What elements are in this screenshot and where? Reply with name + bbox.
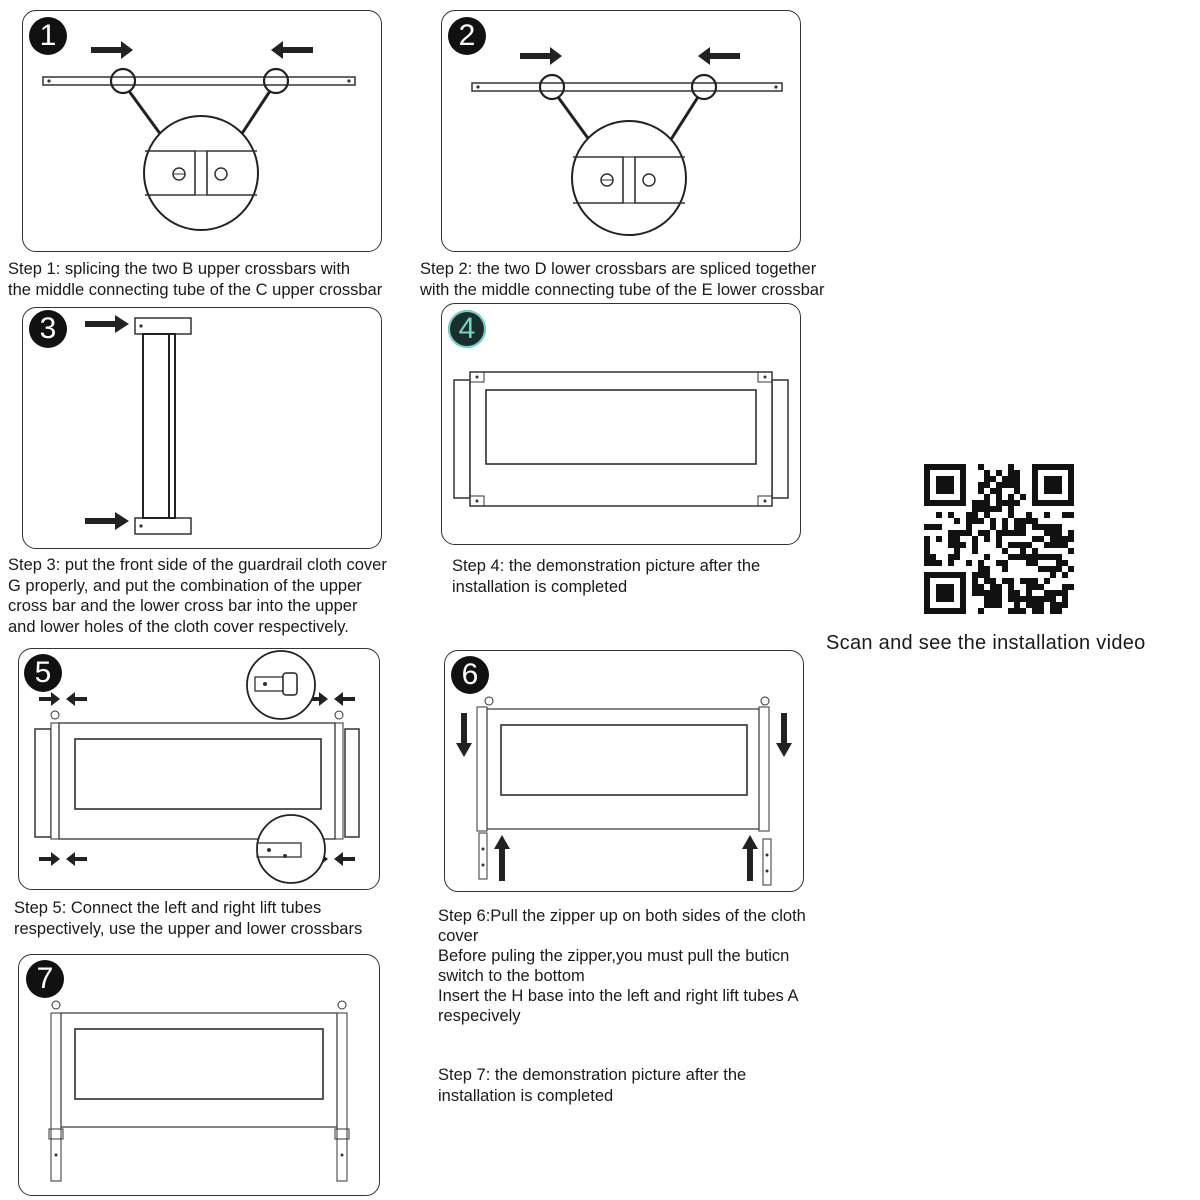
qr-module	[960, 530, 966, 536]
step-7-diagram	[18, 954, 380, 1196]
qr-module	[936, 560, 942, 566]
caption-line: the middle connecting tube of the C upper crossbar	[8, 280, 383, 299]
qr-module	[1002, 482, 1008, 488]
qr-module	[1014, 470, 1020, 476]
step-3-caption	[8, 555, 387, 637]
qr-module	[954, 542, 960, 548]
caption-line: Step 2: the two D lower crossbars are spliced together	[420, 260, 817, 278]
qr-module	[1056, 560, 1062, 566]
qr-module	[966, 518, 972, 524]
qr-module	[1038, 566, 1044, 572]
qr-module	[1008, 596, 1014, 602]
qr-module	[924, 560, 930, 566]
qr-module	[1050, 530, 1056, 536]
step-7-badge: 7	[26, 960, 64, 998]
qr-module	[1068, 512, 1074, 518]
qr-module	[1008, 578, 1014, 584]
step-1-diagram	[22, 10, 382, 252]
qr-module	[984, 530, 990, 536]
qr-module	[1002, 500, 1008, 506]
qr-module	[948, 560, 954, 566]
qr-module	[936, 536, 942, 542]
caption-line: cover	[438, 927, 479, 945]
qr-module	[1002, 566, 1008, 572]
lower-crossbar-splice-illustration	[442, 11, 800, 251]
qr-module	[990, 584, 996, 590]
qr-module	[990, 506, 996, 512]
qr-module	[936, 524, 942, 530]
qr-module	[1008, 494, 1014, 500]
qr-module	[1032, 518, 1038, 524]
qr-module	[930, 554, 936, 560]
step-2-diagram	[441, 10, 801, 252]
qr-module	[1014, 488, 1020, 494]
qr-module	[1038, 602, 1044, 608]
qr-module	[972, 500, 978, 506]
qr-module	[984, 470, 990, 476]
crossbar-splice-illustration	[23, 11, 381, 251]
qr-module	[1044, 590, 1050, 596]
qr-module	[1038, 554, 1044, 560]
qr-module	[1026, 518, 1032, 524]
qr-module	[978, 518, 984, 524]
qr-module	[1020, 608, 1026, 614]
qr-module	[948, 512, 954, 518]
completed-guardrail-illustration	[19, 955, 379, 1195]
qr-module	[1014, 596, 1020, 602]
caption-line: and lower holes of the cloth cover respectively.	[8, 617, 349, 636]
qr-module	[924, 536, 930, 542]
zipper-and-base-illustration	[445, 651, 803, 891]
step-6-badge: 6	[451, 656, 489, 694]
qr-module	[924, 548, 930, 554]
qr-module	[972, 542, 978, 548]
qr-module	[1020, 518, 1026, 524]
qr-module	[1062, 572, 1068, 578]
qr-module	[984, 536, 990, 542]
qr-module	[996, 470, 1002, 476]
qr-module	[1002, 578, 1008, 584]
qr-module	[996, 542, 1002, 548]
qr-module	[972, 518, 978, 524]
qr-module	[972, 572, 978, 578]
qr-module	[1008, 464, 1014, 470]
qr-module	[948, 554, 954, 560]
cloth-cover-insertion-illustration	[23, 308, 381, 548]
step-5-caption	[14, 898, 362, 939]
qr-module	[990, 578, 996, 584]
qr-module	[1002, 530, 1008, 536]
qr-module	[978, 572, 984, 578]
qr-module	[1044, 530, 1050, 536]
caption-line: cross bar and the lower cross bar into the upper	[8, 597, 358, 615]
qr-module	[954, 518, 960, 524]
qr-module	[1050, 608, 1056, 614]
qr-module	[924, 542, 930, 548]
qr-module	[996, 590, 1002, 596]
caption-line: Step 7: the demonstration picture after the	[438, 1066, 747, 1084]
qr-module	[978, 506, 984, 512]
caption-line: respectively, use the upper and lower crossbars	[14, 919, 363, 938]
qr-module	[984, 500, 990, 506]
qr-module	[1050, 536, 1056, 542]
qr-module	[1014, 530, 1020, 536]
qr-module	[1020, 596, 1026, 602]
qr-module	[990, 590, 996, 596]
qr-module	[984, 482, 990, 488]
qr-module	[1002, 560, 1008, 566]
qr-module	[1020, 554, 1026, 560]
qr-module	[1062, 590, 1068, 596]
qr-module	[1050, 554, 1056, 560]
qr-module	[990, 596, 996, 602]
qr-module	[990, 602, 996, 608]
qr-module	[1014, 608, 1020, 614]
qr-module	[1056, 554, 1062, 560]
caption-line: switch to the bottom	[438, 967, 585, 985]
qr-module	[1014, 554, 1020, 560]
qr-module	[1062, 560, 1068, 566]
step-5-badge: 5	[24, 654, 62, 692]
qr-module	[1008, 530, 1014, 536]
qr-module	[996, 602, 1002, 608]
qr-module	[1062, 584, 1068, 590]
caption-line: Step 4: the demonstration picture after the	[452, 557, 761, 575]
qr-module	[1014, 524, 1020, 530]
qr-module	[1008, 608, 1014, 614]
qr-caption: Scan and see the installation video	[826, 632, 1146, 654]
qr-module	[972, 578, 978, 584]
qr-module	[966, 512, 972, 518]
qr-module	[984, 602, 990, 608]
qr-module	[1032, 536, 1038, 542]
step-4-diagram	[441, 303, 801, 545]
step-6-caption	[438, 906, 806, 1026]
qr-module	[984, 596, 990, 602]
caption-line: respecively	[438, 1007, 521, 1025]
qr-module	[996, 482, 1002, 488]
qr-module	[1014, 482, 1020, 488]
step-7-caption	[438, 1065, 746, 1106]
qr-module	[1038, 536, 1044, 542]
qr-module	[1026, 560, 1032, 566]
qr-module	[1050, 542, 1056, 548]
qr-module	[1008, 482, 1014, 488]
qr-module	[1062, 542, 1068, 548]
qr-module	[984, 476, 990, 482]
installed-guardrail-illustration	[442, 304, 800, 544]
qr-module	[1014, 542, 1020, 548]
qr-module	[984, 554, 990, 560]
qr-module	[978, 590, 984, 596]
qr-module	[924, 554, 930, 560]
qr-module	[954, 548, 960, 554]
qr-module	[930, 524, 936, 530]
qr-module	[1002, 548, 1008, 554]
qr-module	[1062, 536, 1068, 542]
qr-module	[972, 590, 978, 596]
qr-module	[1056, 602, 1062, 608]
step-2-badge: 2	[448, 17, 486, 55]
qr-module	[1020, 524, 1026, 530]
qr-module	[1032, 554, 1038, 560]
qr-module	[1068, 548, 1074, 554]
caption-line: Step 3: put the front side of the guardrail cloth cover	[8, 556, 387, 574]
qr-module	[1020, 548, 1026, 554]
qr-module	[1008, 476, 1014, 482]
qr-module	[1026, 512, 1032, 518]
qr-module	[978, 566, 984, 572]
qr-module	[1068, 536, 1074, 542]
qr-module	[1026, 542, 1032, 548]
qr-module	[972, 536, 978, 542]
step-5-diagram	[18, 648, 380, 890]
qr-module	[1032, 584, 1038, 590]
qr-module	[1050, 590, 1056, 596]
qr-module	[1056, 608, 1062, 614]
qr-module	[1038, 596, 1044, 602]
qr-module	[1044, 554, 1050, 560]
qr-module	[954, 530, 960, 536]
qr-module	[1032, 578, 1038, 584]
step-6-diagram	[444, 650, 804, 892]
qr-module	[978, 584, 984, 590]
qr-module	[1014, 476, 1020, 482]
qr-module	[1056, 566, 1062, 572]
qr-module	[1032, 560, 1038, 566]
qr-module	[1032, 608, 1038, 614]
qr-module	[996, 488, 1002, 494]
qr-module	[1014, 602, 1020, 608]
qr-module	[1038, 524, 1044, 530]
caption-line: G properly, and put the combination of the upper	[8, 576, 362, 595]
qr-module	[1062, 596, 1068, 602]
qr-module	[1008, 542, 1014, 548]
qr-module	[1038, 608, 1044, 614]
qr-module	[996, 584, 1002, 590]
qr-module	[1014, 518, 1020, 524]
qr-module	[984, 590, 990, 596]
qr-module	[996, 560, 1002, 566]
caption-line: installation is completed	[438, 1086, 614, 1105]
step-4-badge: 4	[448, 310, 486, 348]
qr-module	[1068, 566, 1074, 572]
qr-module	[972, 584, 978, 590]
qr-module	[936, 476, 954, 494]
qr-module	[978, 482, 984, 488]
qr-module	[1026, 578, 1032, 584]
qr-module	[984, 494, 990, 500]
qr-module	[978, 500, 984, 506]
qr-module	[990, 518, 996, 524]
qr-module	[1044, 596, 1050, 602]
qr-module	[978, 530, 984, 536]
qr-module	[996, 494, 1002, 500]
caption-line: with the middle connecting tube of the E lower crossbar	[420, 280, 825, 299]
qr-module	[1050, 572, 1056, 578]
qr-module	[1038, 584, 1044, 590]
qr-module	[1002, 476, 1008, 482]
qr-module	[1008, 500, 1014, 506]
qr-module	[1068, 530, 1074, 536]
caption-line: Step 5: Connect the left and right lift tubes	[14, 899, 322, 917]
step-4-caption	[452, 556, 760, 597]
qr-module	[1020, 530, 1026, 536]
qr-module	[1014, 500, 1020, 506]
qr-module	[1002, 524, 1008, 530]
qr-module	[1032, 602, 1038, 608]
qr-module	[972, 548, 978, 554]
qr-module	[930, 560, 936, 566]
qr-module	[954, 536, 960, 542]
qr-code[interactable]	[924, 464, 1074, 614]
lift-tube-connection-illustration	[19, 649, 379, 889]
qr-module	[972, 506, 978, 512]
caption-line: Step 6:Pull the zipper up on both sides of the cloth	[438, 907, 806, 925]
qr-module	[984, 506, 990, 512]
qr-module	[1008, 470, 1014, 476]
qr-module	[1032, 524, 1038, 530]
qr-module	[1020, 578, 1026, 584]
step-2-caption	[420, 259, 824, 300]
caption-line: Before puling the zipper,you must pull the buticn	[438, 947, 790, 965]
qr-module	[966, 560, 972, 566]
step-1-badge: 1	[29, 17, 67, 55]
caption-line: Step 1: splicing the two B upper crossbars with	[8, 260, 351, 278]
qr-module	[1056, 536, 1062, 542]
qr-module	[936, 584, 954, 602]
qr-module	[990, 476, 996, 482]
qr-module	[1008, 512, 1014, 518]
qr-module	[1026, 602, 1032, 608]
qr-module	[978, 608, 984, 614]
step-1-caption	[8, 259, 382, 300]
qr-module	[1044, 566, 1050, 572]
qr-module	[996, 500, 1002, 506]
qr-module	[978, 560, 984, 566]
qr-module	[978, 488, 984, 494]
qr-module	[996, 596, 1002, 602]
qr-module	[996, 506, 1002, 512]
qr-module	[984, 578, 990, 584]
qr-module	[1050, 524, 1056, 530]
qr-module	[984, 566, 990, 572]
qr-module	[1014, 590, 1020, 596]
qr-module	[1056, 524, 1062, 530]
qr-module	[996, 536, 1002, 542]
qr-module	[936, 512, 942, 518]
qr-module	[1026, 584, 1032, 590]
qr-module	[1050, 566, 1056, 572]
qr-module	[966, 530, 972, 536]
qr-module	[1068, 584, 1074, 590]
qr-module	[960, 542, 966, 548]
qr-module	[948, 530, 954, 536]
qr-module	[1008, 590, 1014, 596]
qr-module	[1056, 542, 1062, 548]
qr-module	[1044, 578, 1050, 584]
qr-module	[1044, 524, 1050, 530]
qr-module	[1008, 506, 1014, 512]
qr-module	[1026, 590, 1032, 596]
step-3-badge: 3	[29, 310, 67, 348]
step-3-diagram	[22, 307, 382, 549]
qr-module	[1044, 476, 1062, 494]
qr-module	[1032, 548, 1038, 554]
qr-module	[1056, 590, 1062, 596]
qr-module	[990, 524, 996, 530]
qr-module	[1020, 494, 1026, 500]
qr-module	[978, 464, 984, 470]
qr-module	[1026, 596, 1032, 602]
qr-module	[924, 524, 930, 530]
qr-module	[1050, 602, 1056, 608]
qr-module	[1050, 596, 1056, 602]
qr-module	[1044, 512, 1050, 518]
qr-module	[1026, 554, 1032, 560]
qr-module	[954, 554, 960, 560]
qr-module	[972, 512, 978, 518]
qr-module	[948, 542, 954, 548]
caption-line: installation is completed	[452, 577, 628, 596]
qr-module	[948, 536, 954, 542]
qr-module	[984, 512, 990, 518]
qr-module	[990, 488, 996, 494]
qr-module	[1062, 512, 1068, 518]
qr-module	[966, 524, 972, 530]
caption-line: Insert the H base into the left and right lift tubes A	[438, 987, 799, 1005]
qr-module	[1032, 596, 1038, 602]
qr-module	[996, 530, 1002, 536]
qr-module	[1008, 554, 1014, 560]
qr-module	[1020, 542, 1026, 548]
qr-module	[1056, 530, 1062, 536]
qr-module	[984, 572, 990, 578]
qr-module	[1002, 518, 1008, 524]
qr-module	[1062, 602, 1068, 608]
qr-module	[1008, 584, 1014, 590]
qr-module	[1044, 542, 1050, 548]
